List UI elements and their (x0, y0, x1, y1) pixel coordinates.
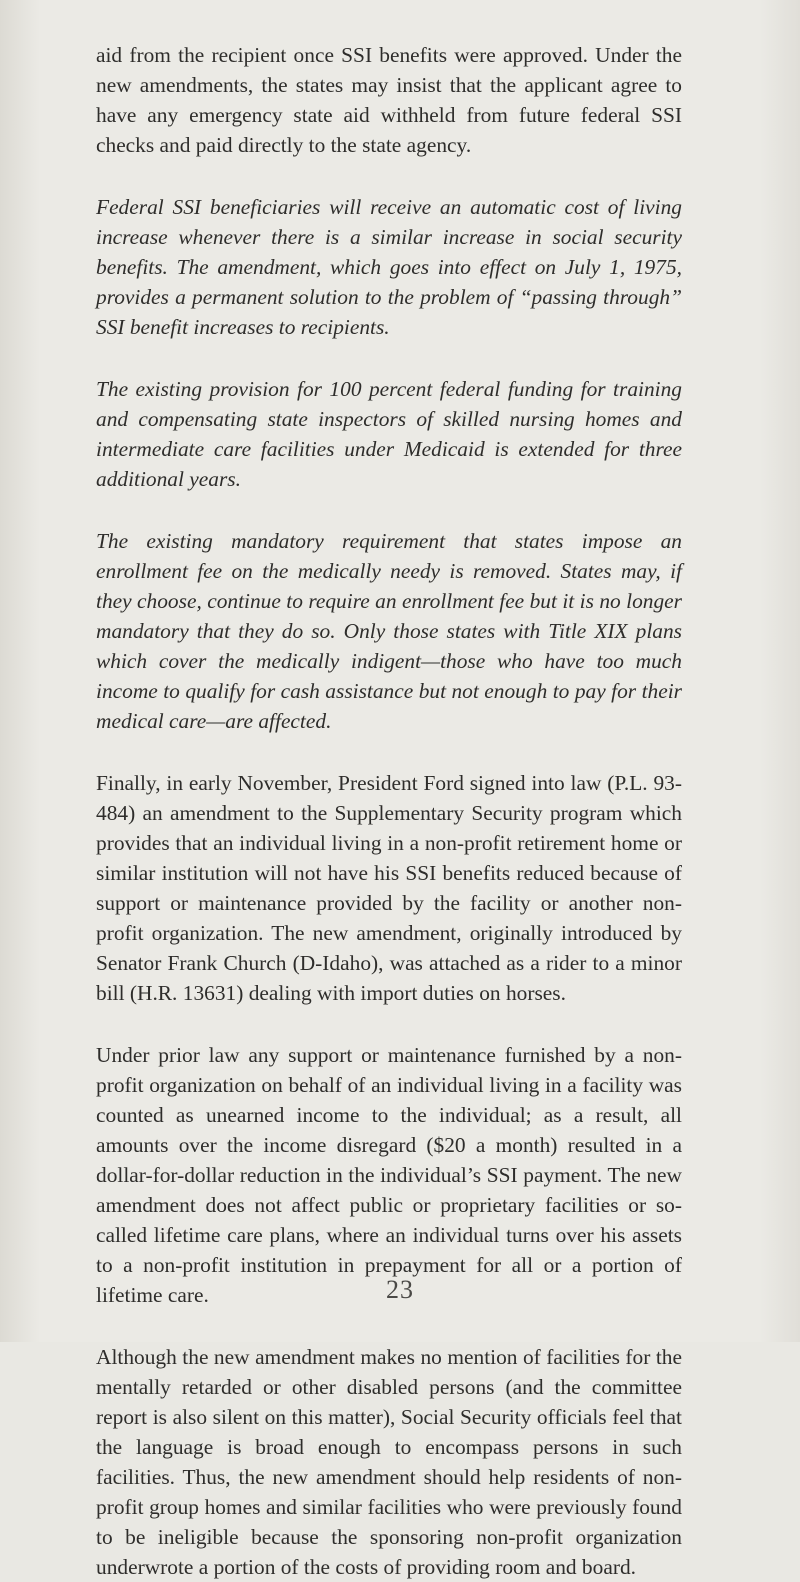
paragraph-prior-law: Under prior law any support or maintenance furnished by a non-profit organization on behalf of an individual living in a facility was counted as unearned income to the individual; as a result, all amounts over the income disregard ($20 a month) resulted in a dollar-for-dollar reduction in the individual’s SSI payment. The new amendment does not affect public or proprietary facilities or so-called lifetime care plans, where an individual turns over his assets to a non-profit institution in prepayment for all or a portion of lifetime care. (96, 1043, 682, 1307)
paragraph-enrollment-fee: The existing mandatory requirement that states impose an enrollment fee on the medically needy is removed. States may, if they choose, continue to require an enrollment fee but it is no longer mandatory that they do so. Only those states with Title XIX plans which cover the medically indigent—those who have too much income to qualify for cash assistance but not enough to pay for their medical care—are affected. (96, 529, 682, 733)
page-number: 23 (386, 1275, 414, 1304)
paragraph-federal-funding-inspectors: The existing provision for 100 percent federal funding for training and compensating state inspectors of skilled nursing homes and intermediate care facilities under Medicaid is extended for three additional years. (96, 377, 682, 491)
paragraph-mentally-retarded-facilities: Although the new amendment makes no mention of facilities for the mentally retarded or other disabled persons (and the committee report is also silent on this matter), Social Security officials feel that the language is broad enough to encompass persons in such facilities. Thus, the new amendment should help residents of non-profit group homes and similar facilities who were previously found to be ineligible because the sponsoring non-profit organization underwrote a portion of the costs of providing room and board. (96, 1345, 682, 1579)
paragraph-cost-of-living-increase: Federal SSI beneficiaries will receive an automatic cost of living increase whenever there is a similar increase in social security benefits. The amendment, which goes into effect on July 1, 1975, provides a permanent solution to the problem of “passing through” SSI benefit increases to recipients. (96, 195, 682, 339)
paragraph-president-ford-law: Finally, in early November, President Ford signed into law (P.L. 93-484) an amendment to the Supplementary Security program which provides that an individual living in a non-profit retirement home or similar institution will not have his SSI benefits reduced because of support or maintenance provided by the facility or another non-profit organization. The new amendment, originally introduced by Senator Frank Church (D-Idaho), was attached as a rider to a minor bill (H.R. 13631) dealing with import duties on horses. (96, 771, 682, 1005)
paragraph-ssi-emergency-aid: aid from the recipient once SSI benefits were approved. Under the new amendments, the states may insist that the applicant agree to have any emergency state aid withheld from future federal SSI checks and paid directly to the state agency. (96, 43, 682, 157)
